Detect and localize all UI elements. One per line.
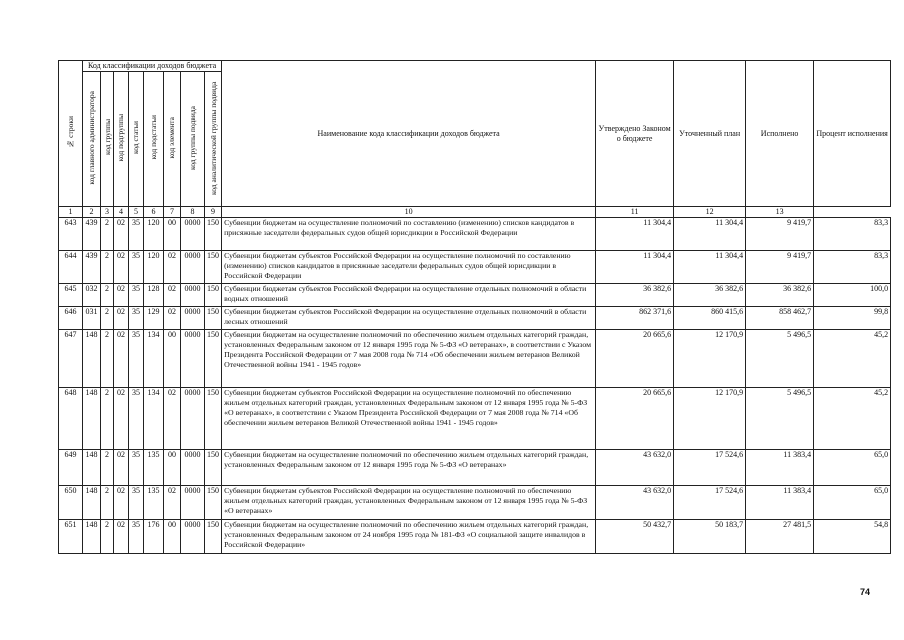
table-row bbox=[59, 450, 891, 486]
code-subgroup: 02 bbox=[114, 307, 129, 330]
code-article: 35 bbox=[129, 218, 144, 251]
code-subarticle: 128 bbox=[144, 284, 164, 307]
row-no: 647 bbox=[59, 330, 83, 388]
table-row bbox=[59, 330, 891, 388]
table-row bbox=[59, 251, 891, 284]
header-approved: Утверждено Законом о бюджете bbox=[596, 61, 674, 207]
code-subgroup: 02 bbox=[114, 486, 129, 520]
code-element: 00 bbox=[164, 520, 181, 554]
executed-value: 11 383,4 bbox=[746, 486, 814, 520]
header-code-group-col: код группы bbox=[101, 72, 114, 207]
refined-value: 11 304,4 bbox=[674, 218, 746, 251]
header-code-subarticle: код подстатьи bbox=[144, 72, 164, 207]
header-numbers-row: 1 2 3 4 5 6 7 8 9 10 11 12 13 bbox=[59, 207, 891, 218]
refined-value: 12 170,9 bbox=[674, 330, 746, 388]
refined-value: 860 415,6 bbox=[674, 307, 746, 330]
code-subgroup: 02 bbox=[114, 330, 129, 388]
code-subarticle: 134 bbox=[144, 388, 164, 450]
code-subgroup: 02 bbox=[114, 450, 129, 486]
row-no: 649 bbox=[59, 450, 83, 486]
executed-value: 9 419,7 bbox=[746, 218, 814, 251]
refined-value: 50 183,7 bbox=[674, 520, 746, 554]
code-admin: 439 bbox=[83, 251, 101, 284]
code-subgroup: 02 bbox=[114, 218, 129, 251]
header-code-group: Код классификации доходов бюджета bbox=[83, 61, 222, 72]
code-subtype: 0000 bbox=[181, 218, 205, 251]
percent-value: 45,2 bbox=[814, 330, 891, 388]
code-subtype: 0000 bbox=[181, 450, 205, 486]
executed-value: 36 382,6 bbox=[746, 284, 814, 307]
table-row bbox=[59, 388, 891, 450]
code-group: 2 bbox=[101, 307, 114, 330]
percent-value: 83,3 bbox=[814, 218, 891, 251]
approved-value: 43 632,0 bbox=[596, 486, 674, 520]
header-code-article: код статьи bbox=[129, 72, 144, 207]
code-admin: 032 bbox=[83, 284, 101, 307]
code-analytic: 150 bbox=[205, 486, 222, 520]
code-admin: 439 bbox=[83, 218, 101, 251]
code-subarticle: 176 bbox=[144, 520, 164, 554]
row-no: 645 bbox=[59, 284, 83, 307]
row-no: 646 bbox=[59, 307, 83, 330]
code-article: 35 bbox=[129, 330, 144, 388]
approved-value: 11 304,4 bbox=[596, 251, 674, 284]
percent-value: 65,0 bbox=[814, 486, 891, 520]
approved-value: 36 382,6 bbox=[596, 284, 674, 307]
row-no: 650 bbox=[59, 486, 83, 520]
code-analytic: 150 bbox=[205, 520, 222, 554]
income-name: Субвенции бюджетам субъектов Российской Федерации на осуществление полномочий по обеспечению жильем отдельных категорий граждан, установленных Федеральным законом от 12 января 1995 года № 5-ФЗ «О ветеранах», в соответствии с Указом Президента Российской Федерации от 7 мая 2008 года № 714 «Об обеспечении жильем ветеранов Великой Отечественной войны 1941 - 1945 годов» bbox=[222, 388, 596, 450]
approved-value: 11 304,4 bbox=[596, 218, 674, 251]
code-subgroup: 02 bbox=[114, 520, 129, 554]
percent-value: 99,8 bbox=[814, 307, 891, 330]
code-element: 00 bbox=[164, 218, 181, 251]
refined-value: 36 382,6 bbox=[674, 284, 746, 307]
code-admin: 148 bbox=[83, 520, 101, 554]
percent-value: 54,8 bbox=[814, 520, 891, 554]
executed-value: 5 496,5 bbox=[746, 330, 814, 388]
code-group: 2 bbox=[101, 284, 114, 307]
code-subtype: 0000 bbox=[181, 307, 205, 330]
code-element: 02 bbox=[164, 486, 181, 520]
income-name: Субвенции бюджетам на осуществление полномочий по составлению (изменению) списков кандидатов в присяжные заседатели федеральных судов общей юрисдикции в Российской Федерации bbox=[222, 218, 596, 251]
header-code-subtype-group: код группы подвида bbox=[181, 72, 205, 207]
income-name: Субвенции бюджетам на осуществление полномочий по обеспечению жильем отдельных категорий граждан, установленных Федеральным законом от 12 января 1995 года № 5-ФЗ «О ветеранах» bbox=[222, 450, 596, 486]
code-admin: 148 bbox=[83, 450, 101, 486]
code-group: 2 bbox=[101, 388, 114, 450]
code-element: 00 bbox=[164, 450, 181, 486]
code-subgroup: 02 bbox=[114, 251, 129, 284]
refined-value: 12 170,9 bbox=[674, 388, 746, 450]
executed-value: 27 481,5 bbox=[746, 520, 814, 554]
row-no: 644 bbox=[59, 251, 83, 284]
header-percent: Процент исполнения bbox=[814, 61, 891, 207]
header-refined: Уточненный план bbox=[674, 61, 746, 207]
executed-value: 858 462,7 bbox=[746, 307, 814, 330]
code-article: 35 bbox=[129, 251, 144, 284]
row-no: 648 bbox=[59, 388, 83, 450]
code-subarticle: 120 bbox=[144, 218, 164, 251]
code-article: 35 bbox=[129, 388, 144, 450]
code-group: 2 bbox=[101, 486, 114, 520]
income-name: Субвенции бюджетам субъектов Российской Федерации на осуществление полномочий по обеспечению жильем отдельных категорий граждан, установленных Федеральным законом от 12 января 1995 года № 5-ФЗ «О ветеранах» bbox=[222, 486, 596, 520]
code-subtype: 0000 bbox=[181, 284, 205, 307]
code-analytic: 150 bbox=[205, 251, 222, 284]
code-subtype: 0000 bbox=[181, 251, 205, 284]
code-subarticle: 134 bbox=[144, 330, 164, 388]
code-group: 2 bbox=[101, 520, 114, 554]
budget-table bbox=[58, 60, 891, 554]
percent-value: 65,0 bbox=[814, 450, 891, 486]
page-number: 74 bbox=[860, 587, 871, 597]
table-row bbox=[59, 520, 891, 554]
code-group: 2 bbox=[101, 450, 114, 486]
code-element: 00 bbox=[164, 330, 181, 388]
code-element: 02 bbox=[164, 307, 181, 330]
table-row bbox=[59, 218, 891, 251]
code-analytic: 150 bbox=[205, 284, 222, 307]
code-admin: 148 bbox=[83, 330, 101, 388]
approved-value: 43 632,0 bbox=[596, 450, 674, 486]
income-name: Субвенции бюджетам субъектов Российской Федерации на осуществление отдельных полномочий в области водных отношений bbox=[222, 284, 596, 307]
percent-value: 45,2 bbox=[814, 388, 891, 450]
header-code-admin: код главного администратора bbox=[83, 72, 101, 207]
code-article: 35 bbox=[129, 450, 144, 486]
row-no: 643 bbox=[59, 218, 83, 251]
code-admin: 031 bbox=[83, 307, 101, 330]
approved-value: 20 665,6 bbox=[596, 388, 674, 450]
header-executed: Исполнено bbox=[746, 61, 814, 207]
table-row bbox=[59, 307, 891, 330]
code-analytic: 150 bbox=[205, 330, 222, 388]
code-article: 35 bbox=[129, 486, 144, 520]
table-row bbox=[59, 486, 891, 520]
table-row bbox=[59, 284, 891, 307]
refined-value: 17 524,6 bbox=[674, 450, 746, 486]
percent-value: 83,3 bbox=[814, 251, 891, 284]
code-subarticle: 120 bbox=[144, 251, 164, 284]
row-no: 651 bbox=[59, 520, 83, 554]
code-element: 02 bbox=[164, 284, 181, 307]
code-article: 35 bbox=[129, 284, 144, 307]
refined-value: 17 524,6 bbox=[674, 486, 746, 520]
code-group: 2 bbox=[101, 251, 114, 284]
approved-value: 862 371,6 bbox=[596, 307, 674, 330]
income-name: Субвенции бюджетам субъектов Российской Федерации на осуществление отдельных полномочий в области лесных отношений bbox=[222, 307, 596, 330]
code-article: 35 bbox=[129, 520, 144, 554]
code-analytic: 150 bbox=[205, 388, 222, 450]
code-element: 02 bbox=[164, 251, 181, 284]
approved-value: 20 665,6 bbox=[596, 330, 674, 388]
refined-value: 11 304,4 bbox=[674, 251, 746, 284]
code-group: 2 bbox=[101, 218, 114, 251]
code-subtype: 0000 bbox=[181, 330, 205, 388]
executed-value: 5 496,5 bbox=[746, 388, 814, 450]
code-subarticle: 135 bbox=[144, 450, 164, 486]
header-code-element: код элемента bbox=[164, 72, 181, 207]
code-group: 2 bbox=[101, 330, 114, 388]
executed-value: 11 383,4 bbox=[746, 450, 814, 486]
code-subarticle: 135 bbox=[144, 486, 164, 520]
percent-value: 100,0 bbox=[814, 284, 891, 307]
code-analytic: 150 bbox=[205, 450, 222, 486]
code-subarticle: 129 bbox=[144, 307, 164, 330]
code-article: 35 bbox=[129, 307, 144, 330]
header-row-no: № строки bbox=[59, 61, 83, 207]
income-name: Субвенции бюджетам на осуществление полномочий по обеспечению жильем отдельных категорий граждан, установленных Федеральным законом от 24 ноября 1995 года № 181-ФЗ «О социальной защите инвалидов в Российской Федерации» bbox=[222, 520, 596, 554]
code-subtype: 0000 bbox=[181, 388, 205, 450]
code-subgroup: 02 bbox=[114, 388, 129, 450]
income-name: Субвенции бюджетам субъектов Российской Федерации на осуществление полномочий по составлению (изменению) списков кандидатов в присяжные заседатели федеральных судов общей юрисдикции в Российской Федерации bbox=[222, 251, 596, 284]
header-code-analytic-group: код аналитической группы подвида bbox=[205, 72, 222, 207]
code-admin: 148 bbox=[83, 486, 101, 520]
income-name: Субвенции бюджетам на осуществление полномочий по обеспечению жильем отдельных категорий граждан, установленных Федеральным законом от 12 января 1995 года № 5-ФЗ «О ветеранах», в соответствии с Указом Президента Российской Федерации от 7 мая 2008 года № 714 «Об обеспечении жильем ветеранов Великой Отечественной войны 1941 - 1945 годов» bbox=[222, 330, 596, 388]
approved-value: 50 432,7 bbox=[596, 520, 674, 554]
code-analytic: 150 bbox=[205, 307, 222, 330]
code-subtype: 0000 bbox=[181, 520, 205, 554]
header-name: Наименование кода классификации доходов бюджета bbox=[222, 61, 596, 207]
code-analytic: 150 bbox=[205, 218, 222, 251]
code-admin: 148 bbox=[83, 388, 101, 450]
executed-value: 9 419,7 bbox=[746, 251, 814, 284]
code-element: 02 bbox=[164, 388, 181, 450]
code-subtype: 0000 bbox=[181, 486, 205, 520]
code-subgroup: 02 bbox=[114, 284, 129, 307]
header-code-subgroup: код подгруппы bbox=[114, 72, 129, 207]
